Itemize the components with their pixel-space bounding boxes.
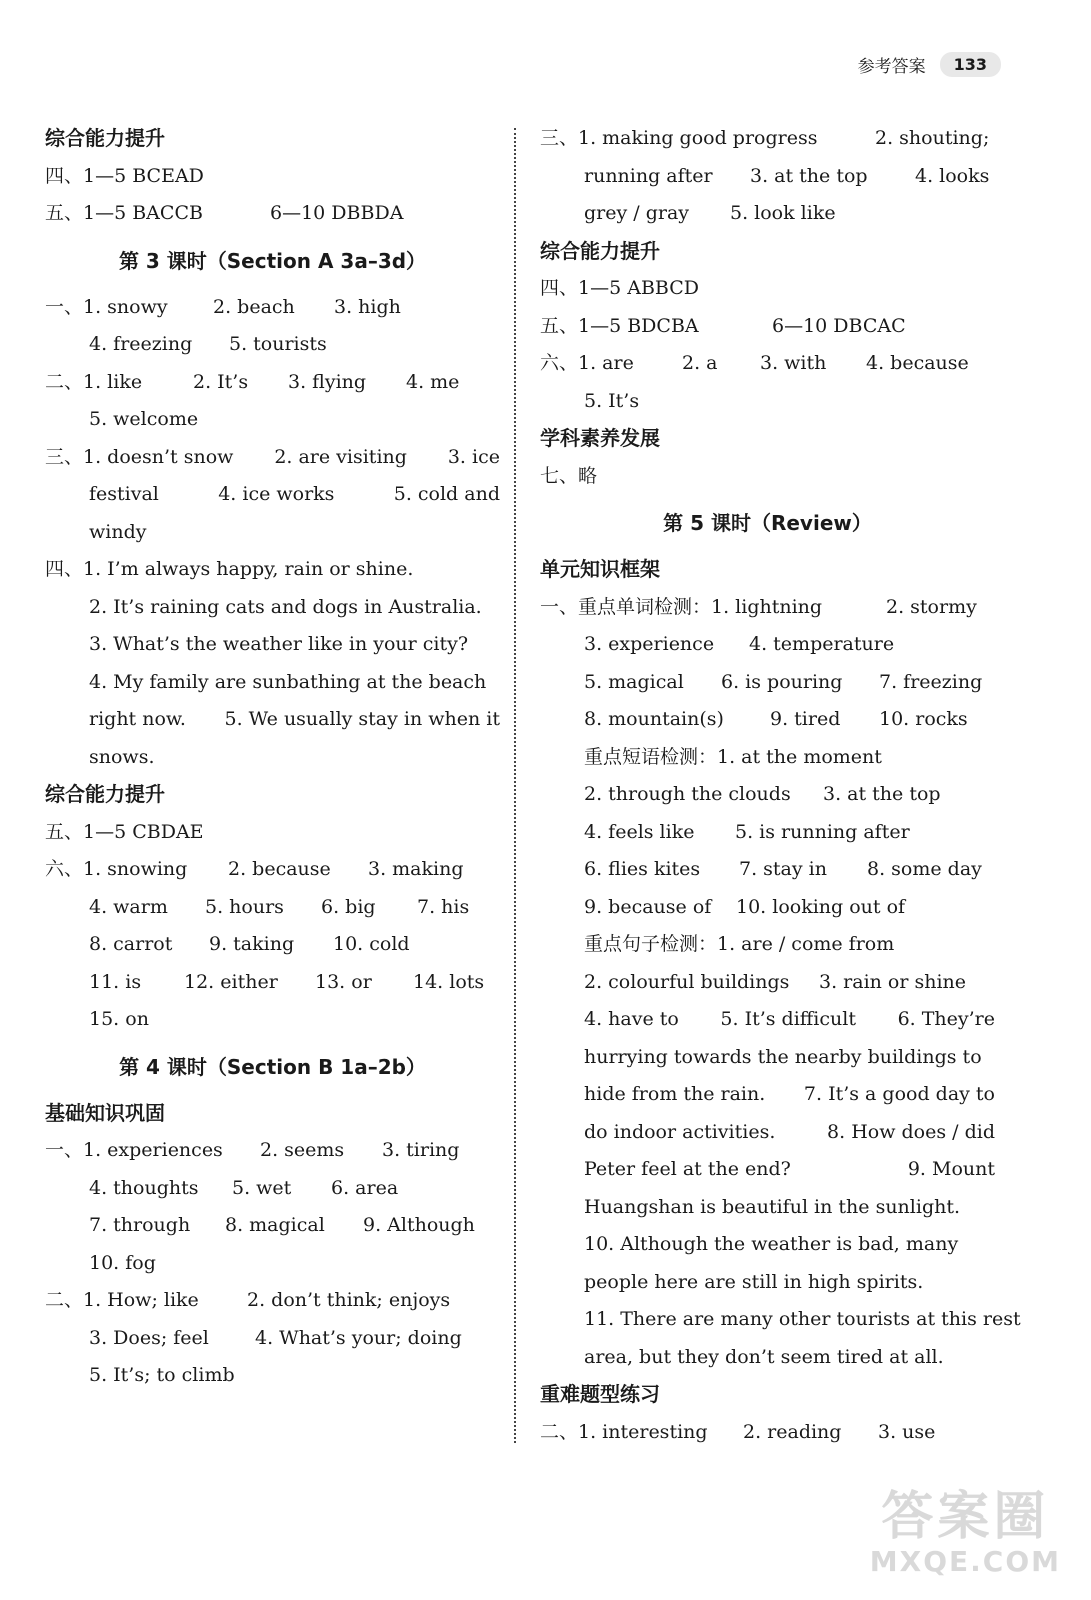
lesson-title: 第 5 课时（Review） — [663, 511, 872, 535]
answer-item: 5. We usually stay in when it — [224, 708, 500, 730]
answer-line — [540, 626, 995, 664]
answer-line: 四、1—5 ABBCD — [540, 277, 699, 299]
answer-line: windy — [89, 520, 147, 543]
section-heading: 重难题型练习 — [540, 1382, 660, 1406]
answer-item: 7. stay in — [739, 858, 827, 880]
answer-item: 7. freezing — [879, 670, 983, 693]
answer-item: 五、1—5 BDCBA — [540, 314, 699, 337]
answer-line — [45, 926, 500, 964]
answer-item: 11. is — [89, 970, 142, 993]
answer-line — [45, 439, 500, 477]
answer-line: hurrying towards the nearby buildings to — [584, 1045, 982, 1068]
answer-item: 9. taking — [209, 933, 295, 955]
answer-line: 重点句子检测：1. are / come from — [584, 933, 895, 955]
answer-line — [45, 195, 500, 233]
answer-item: 10. cold — [333, 933, 410, 955]
answer-item: 5. cold and — [393, 483, 500, 505]
answer-line — [45, 1320, 500, 1358]
answer-item: 2. beach — [213, 295, 295, 318]
answer-item: 14. lots — [413, 970, 485, 993]
section-heading: 综合能力提升 — [45, 126, 165, 150]
answer-item: 9. Mount — [907, 1158, 995, 1180]
answer-line: area, but they don’t seem tired at all. — [584, 1345, 944, 1368]
answer-item: 2. a — [682, 352, 718, 374]
header-label: 参考答案 — [857, 57, 926, 77]
answer-line — [45, 1282, 500, 1320]
answer-item: 5. It’s difficult — [720, 1008, 856, 1030]
answer-line: 七、略 — [540, 464, 598, 487]
answer-line: 五、1—5 CBDAE — [45, 820, 204, 843]
answer-item: 2. reading — [743, 1420, 842, 1443]
answer-line — [540, 158, 995, 196]
answer-line: 2. It’s raining cats and dogs in Australia. — [89, 595, 482, 618]
answer-item: 5. look like — [730, 202, 836, 224]
answer-item: 2. because — [228, 858, 331, 880]
answer-item: 3. rain or shine — [819, 970, 967, 993]
answer-item: 2. through the clouds — [584, 783, 791, 805]
answer-line — [540, 776, 995, 814]
answer-line: 四、1—5 BCEAD — [45, 164, 204, 187]
answer-item: running after — [584, 164, 713, 187]
answer-item: 8. How does / did — [827, 1120, 995, 1143]
answer-line: 4. My family are sunbathing at the beach — [89, 670, 487, 693]
column-divider — [514, 128, 516, 1443]
answer-item: 2. colourful buildings — [584, 970, 790, 993]
answer-item: 8. some day — [867, 858, 982, 880]
answer-item: 8. mountain(s) — [584, 708, 724, 730]
section-heading: 基础知识巩固 — [45, 1100, 165, 1125]
answer-line: 10. fog — [89, 1251, 156, 1274]
answer-item: 5. wet — [232, 1176, 292, 1199]
answer-item: 六、1. snowing — [45, 858, 188, 880]
answer-line — [45, 701, 500, 739]
answer-line — [540, 1414, 995, 1452]
answer-item: Peter feel at the end? — [584, 1158, 791, 1180]
answer-line: 10. Although the weather is bad, many — [584, 1233, 959, 1255]
watermark-url: MXQE.COM — [869, 1545, 1061, 1578]
answer-item: 二、1. like — [45, 370, 143, 393]
answer-line — [45, 964, 500, 1002]
answer-item: 10. looking out of — [736, 895, 906, 918]
watermark-logo: 答案圈 — [881, 1487, 1050, 1547]
answer-item: 6. flies kites — [584, 858, 701, 880]
answer-item: 4. ice works — [218, 483, 335, 505]
answer-line — [45, 889, 500, 927]
answer-item: 4. freezing — [89, 333, 193, 355]
lesson-title: 第 3 课时（Section A 3a–3d） — [118, 248, 427, 273]
answer-item: 4. temperature — [749, 633, 895, 655]
answer-item: 一、1. snowy — [45, 295, 168, 318]
answer-line — [540, 889, 995, 927]
lesson-title: 第 4 课时（Section B 1a–2b） — [119, 1054, 426, 1079]
answer-item: 13. or — [315, 970, 372, 993]
answer-line: 5. It’s; to climb — [89, 1364, 235, 1386]
answer-line — [540, 120, 995, 158]
answer-line — [540, 345, 995, 383]
answer-item: 3. with — [760, 352, 827, 374]
answer-item: 3. high — [334, 295, 401, 318]
section-heading: 学科素养发展 — [540, 426, 660, 450]
answer-line — [540, 589, 995, 627]
answer-item: do indoor activities. — [584, 1120, 776, 1143]
answer-line: Huangshan is beautiful in the sunlight. — [584, 1195, 961, 1218]
answer-line — [45, 364, 500, 402]
answer-item: 五、1—5 BACCB — [45, 202, 203, 224]
answer-line: 3. What’s the weather like in your city? — [89, 633, 469, 655]
answer-item: 9. because of — [584, 895, 712, 918]
answer-item: 5. hours — [205, 895, 284, 918]
answer-line: 5. welcome — [89, 408, 199, 430]
answer-line — [540, 664, 995, 702]
answer-line — [45, 1170, 500, 1208]
answer-item: 5. magical — [584, 670, 684, 693]
answer-line — [540, 814, 995, 852]
answer-line — [540, 308, 995, 346]
answer-item: 二、1. interesting — [540, 1420, 708, 1443]
answer-item: 4. have to — [584, 1008, 679, 1030]
answer-item: 3. flying — [288, 370, 367, 393]
answer-item: 三、1. doesn’t snow — [45, 445, 234, 468]
answer-item: 12. either — [184, 970, 278, 993]
answer-item: 8. carrot — [89, 933, 173, 955]
section-heading: 综合能力提升 — [540, 238, 660, 263]
answer-item: 6. big — [321, 895, 376, 918]
left-column — [45, 120, 500, 1395]
answer-item: 3. making — [368, 858, 464, 880]
answer-item: 4. feels like — [584, 820, 695, 843]
answer-item: right now. — [89, 708, 186, 730]
answer-item: festival — [89, 483, 159, 505]
answer-line — [540, 195, 995, 233]
right-column — [540, 120, 1021, 1451]
answer-item: 3. at the top — [823, 783, 941, 805]
section-heading: 单元知识框架 — [540, 557, 660, 581]
answer-item: hide from the rain. — [584, 1083, 766, 1105]
answer-line: 15. on — [89, 1008, 149, 1030]
answer-item: 二、1. How; like — [45, 1289, 199, 1311]
answer-line: 四、1. I’m always happy, rain or shine. — [45, 558, 414, 580]
answer-item: 5. is running after — [735, 820, 910, 843]
answer-item: 6—10 DBBDA — [270, 202, 404, 224]
answer-item: 5. tourists — [229, 333, 327, 355]
answer-line — [540, 851, 995, 889]
answer-line — [45, 326, 500, 364]
answer-item: 7. It’s a good day to — [803, 1083, 995, 1105]
answer-item: 2. are visiting — [274, 445, 407, 468]
answer-item: 9. tired — [770, 708, 841, 730]
answer-line — [540, 964, 995, 1002]
answer-item: 7. through — [89, 1214, 191, 1236]
answer-line — [45, 476, 500, 514]
section-heading: 综合能力提升 — [45, 782, 165, 806]
answer-line — [540, 1076, 995, 1114]
answer-item: 9. Although — [363, 1214, 475, 1236]
answer-item: 8. magical — [225, 1214, 325, 1236]
answer-item: 2. seems — [260, 1139, 345, 1161]
answer-item: 3. ice — [447, 445, 500, 468]
answer-line — [540, 1001, 995, 1039]
answer-item: 3. Does; feel — [89, 1326, 209, 1349]
answer-item: 2. shouting; — [875, 127, 990, 149]
answer-item: 三、1. making good progress — [540, 127, 818, 149]
answer-item: 6—10 DBCAC — [772, 314, 906, 337]
answer-item: 4. looks — [915, 164, 990, 187]
answer-item: 4. thoughts — [89, 1176, 199, 1199]
answer-line — [540, 1114, 995, 1152]
page-number: 133 — [940, 52, 1001, 77]
answer-item: 3. use — [878, 1420, 936, 1443]
answer-item: 3. experience — [584, 633, 715, 655]
answer-line — [540, 701, 995, 739]
answer-line: people here are still in high spirits. — [584, 1270, 924, 1293]
answer-item: 4. What’s your; doing — [255, 1326, 462, 1349]
answer-item: 3. at the top — [750, 164, 868, 187]
answer-item: 4. me — [406, 370, 460, 393]
answer-line: 重点短语检测：1. at the moment — [584, 745, 882, 768]
answer-item: grey / gray — [584, 202, 690, 224]
answer-item: 4. warm — [89, 895, 168, 918]
answer-item: 6. area — [331, 1176, 399, 1199]
answer-line: snows. — [89, 745, 155, 768]
answer-item: 6. is pouring — [721, 670, 843, 693]
answer-item: 10. rocks — [879, 708, 968, 730]
answer-item: 2. It’s — [193, 370, 249, 393]
page-header — [858, 52, 1001, 77]
answer-line — [45, 1207, 500, 1245]
answer-item: 6. They’re — [897, 1008, 995, 1030]
answer-item: 一、重点单词检测：1. lightning — [540, 595, 823, 618]
answer-item: 3. tiring — [382, 1139, 460, 1161]
answer-line — [45, 1132, 500, 1170]
answer-item: 六、1. are — [540, 352, 634, 374]
answer-item: 2. stormy — [886, 595, 977, 618]
watermark — [870, 1489, 1061, 1578]
answer-item: 2. don’t think; enjoys — [247, 1289, 451, 1311]
answer-item: 4. because — [866, 352, 969, 374]
answer-line: 11. There are many other tourists at this rest — [584, 1308, 1021, 1330]
answer-item: 一、1. experiences — [45, 1139, 223, 1161]
answer-line — [540, 1151, 995, 1189]
answer-line: 5. It’s — [584, 389, 640, 412]
answer-line — [45, 289, 500, 327]
answer-item: 7. his — [417, 895, 470, 918]
answer-line — [45, 851, 500, 889]
